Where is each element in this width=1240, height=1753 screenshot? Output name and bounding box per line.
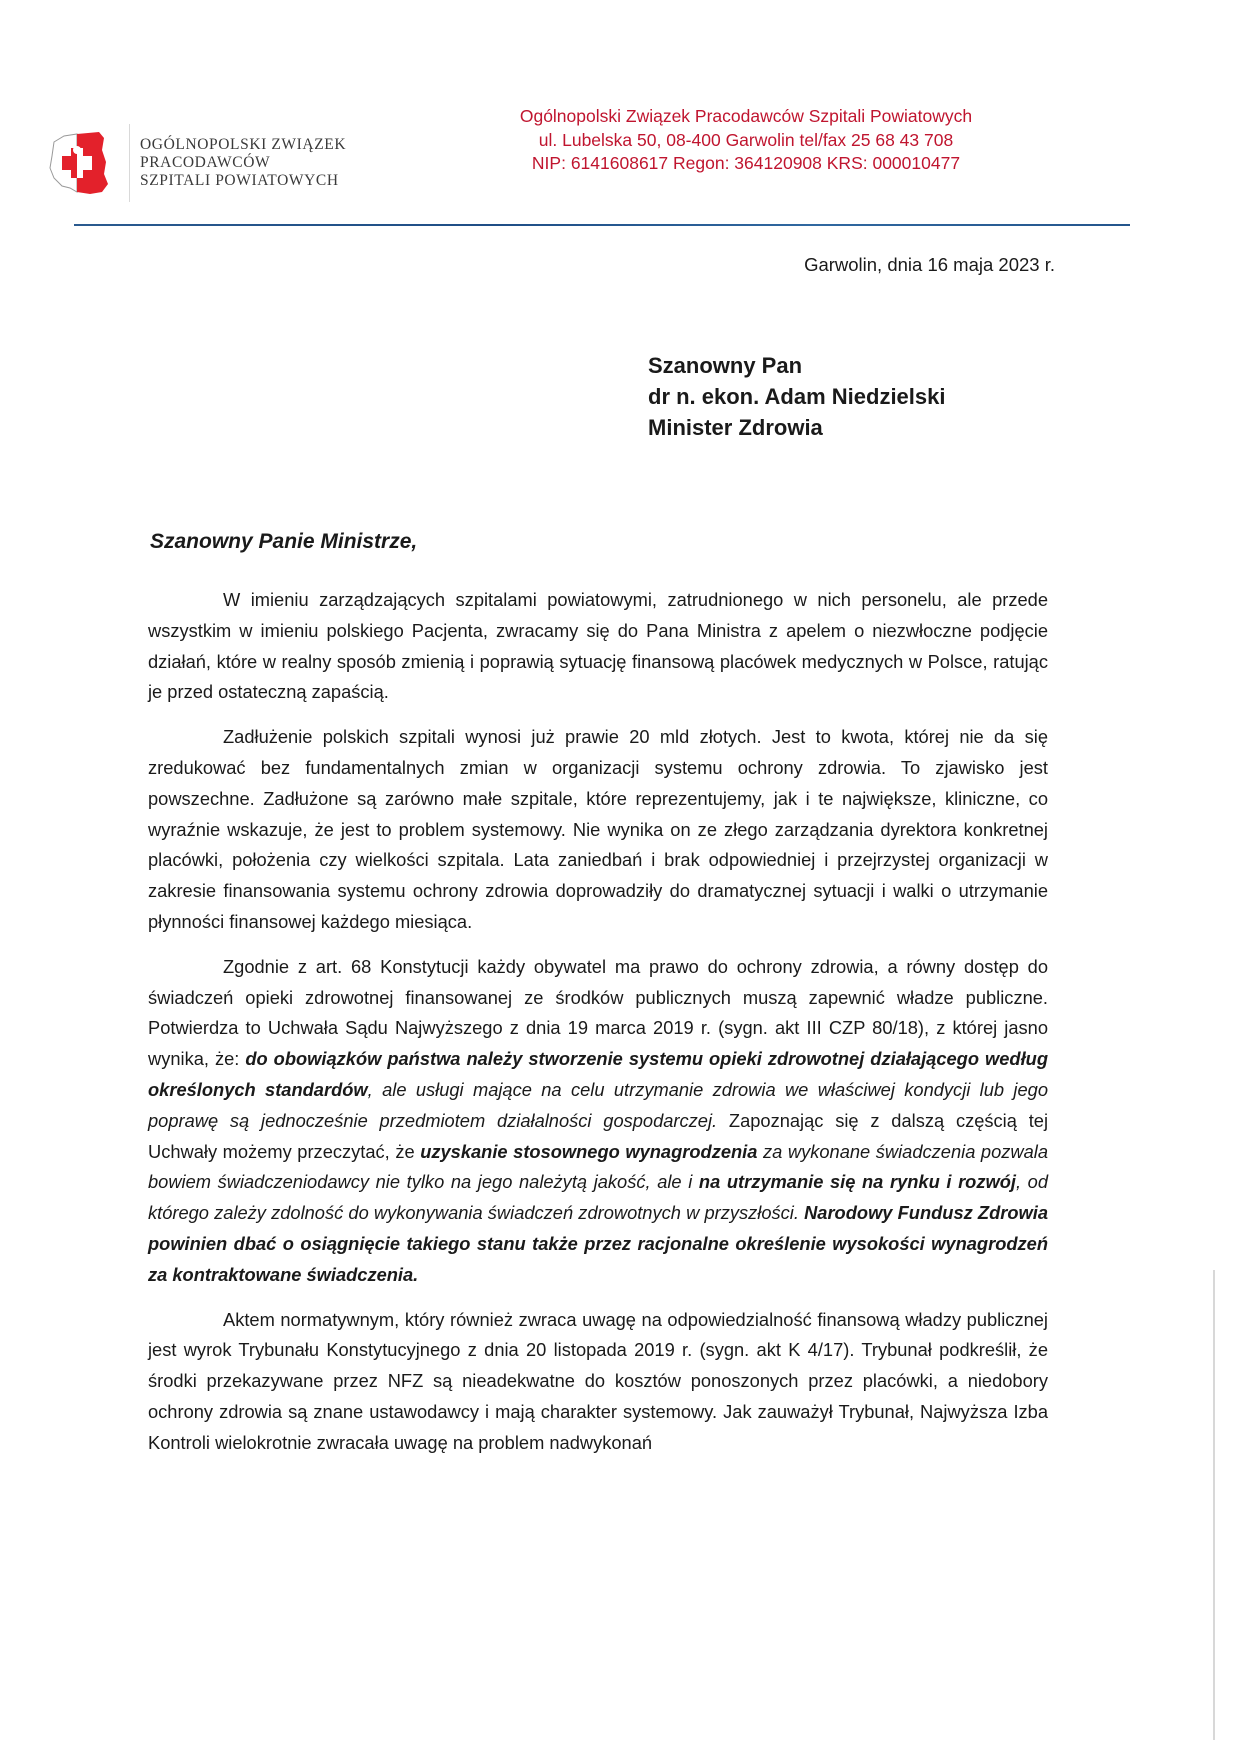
org-name-line: SZPITALI POWIATOWYCH <box>140 172 339 189</box>
org-name-line: OGÓLNOPOLSKI ZWIĄZEK <box>140 136 347 153</box>
salutation: Szanowny Panie Ministrze, <box>150 530 418 553</box>
contact-org-name: Ogólnopolski Związek Pracodawców Szpitali Powiatowych <box>519 106 973 126</box>
emphasis-quote: Narodowy Fundusz Zdrowia powinien dbać o osiągnięcie takiego stanu także przez racjonalne określenie wysokości wynagrodzeń za kontraktowane świadczenia. <box>148 1202 1048 1285</box>
letter-body <box>148 585 1048 1473</box>
scan-edge-line <box>1213 1270 1215 1740</box>
contact-registry-numbers: NIP: 6141608617 Regon: 364120908 KRS: 000010477 <box>531 153 961 173</box>
org-name-line: PRACODAWCÓW <box>140 154 271 171</box>
text-run: Zgodnie z art. 68 Konstytucji każdy obywatel ma prawo do ochrony zdrowia, a równy dostęp do świadczeń opieki zdrowotnej finansowanej ze środków publicznych muszą zapewnić władze publiczne. Potwierdza to Uchwała Sądu Najwyższego z dnia 19 marca 2019 r. (sygn. akt III CZP 80/18), z której jasno wynika, że: <box>148 955 1048 1070</box>
recipient-block <box>648 350 945 443</box>
header-divider <box>74 224 1130 226</box>
paragraph-1: W imieniu zarządzających szpitalami powiatowymi, zatrudnionego w nich personelu, ale przede wszystkim w imieniu polskiego Pacjenta, zwracamy się do Pana Ministra z apelem o niezwłoczne podjęcie działań, które w realny sposób zmienią i poprawią sytuację finansową placówek medycznych w Polsce, ratując je przed ostateczną zapaścią. <box>148 589 1048 703</box>
logo-divider <box>129 124 130 202</box>
emphasis-quote: do obowiązków państwa należy stworzenie systemu opieki zdrowotnej działającego według określonych standardów <box>148 1048 1048 1100</box>
contact-address: ul. Lubelska 50, 08-400 Garwolin tel/fax 25 68 43 708 <box>538 129 954 150</box>
letter-date: Garwolin, dnia 16 maja 2023 r. <box>804 254 1055 275</box>
recipient-name: dr n. ekon. Adam Niedzielski <box>648 384 946 409</box>
paragraph-2: Zadłużenie polskich szpitali wynosi już prawie 20 mld złotych. Jest to kwota, której nie da się zredukować bez fundamentalnych zmian w organizacji systemu ochrony zdrowia. To zjawisko jest powszechne. Zadłużone są zarówno małe szpitale, które reprezentujemy, jak i te największe, kliniczne, co wyraźnie wskazuje, że jest to problem systemowy. Nie wynika on ze złego zarządzania dyrektora konkretnej placówki, położenia czy wielkości szpitala. Lata zaniedbań i brak odpowiedniej i przejrzystej organizacji w zakresie finansowania systemu ochrony zdrowia doprowadziły do dramatycznej sytuacji i walki o utrzymanie płynności finansowej każdego miesiąca. <box>148 726 1048 932</box>
italic-quote: , od którego zależy zdolność do wykonywania świadczeń zdrowotnych w przyszłości. <box>148 1171 1049 1224</box>
text-run: Zapoznając się z dalszą częścią tej Uchwały możemy przeczytać, że <box>148 1109 1049 1162</box>
recipient-greeting: Szanowny Pan <box>648 353 803 378</box>
paragraph-3 <box>148 952 1048 1291</box>
emphasis-quote: na utrzymanie się na rynku i rozwój <box>698 1171 1016 1193</box>
italic-quote: , ale usługi mające na celu utrzymanie zdrowia we właściwej kondycji lub jego poprawę są jednocześnie przedmiotem działalności gospodarczej. <box>148 1078 1048 1131</box>
paragraph-4: Aktem normatywnym, który również zwraca uwagę na odpowiedzialność finansową władzy publicznej jest wyrok Trybunału Konstytucyjnego z dnia 20 listopada 2019 r. (sygn. akt K 4/17). Trybunał podkreślił, że środki przekazywane przez NFZ są nieadekwatne do kosztów ponoszonych przez placówki, a niedobory ochrony zdrowia są znane ustawodawcy i mają charakter systemowy. Jak zauważył Trybunał, Najwyższa Izba Kontroli wielokrotnie zwracała uwagę na problem nadwykonań <box>148 1308 1048 1453</box>
contact-block <box>496 105 996 176</box>
organization-name <box>140 136 346 190</box>
italic-quote: za wykonane świadczenia pozwala bowiem świadczeniodawcy nie tylko na jego należytą jakość, ale i <box>148 1140 1048 1193</box>
recipient-title: Minister Zdrowia <box>648 415 823 440</box>
emphasis-quote: uzyskanie stosownego wynagrodzenia <box>420 1140 758 1162</box>
poland-map-red-cross-logo-icon <box>44 128 118 198</box>
